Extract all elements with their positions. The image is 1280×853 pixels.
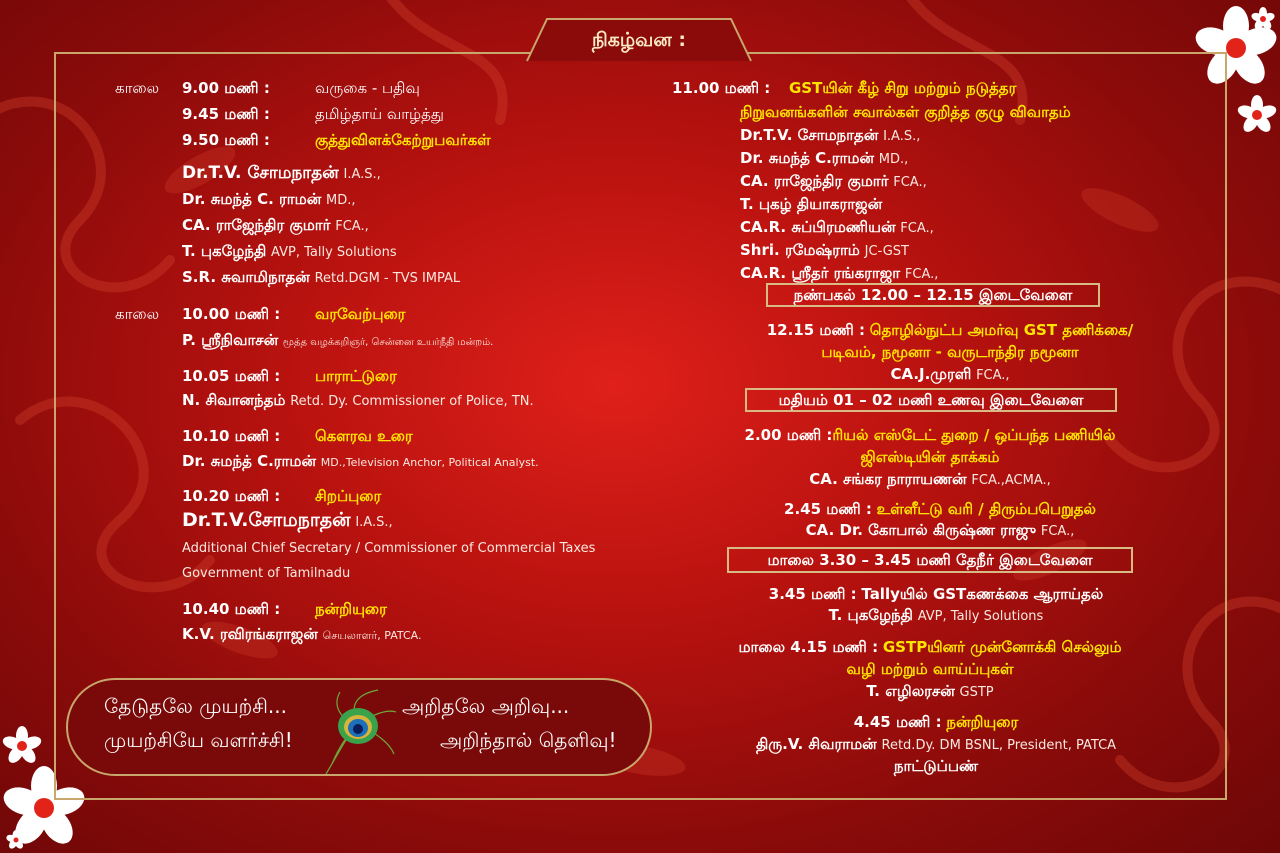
speaker-name: திரு.V. சிவராமன் xyxy=(755,735,877,753)
speaker-name: CA.J.முரளி xyxy=(890,365,972,383)
small-flower-icon xyxy=(4,828,28,852)
speaker-name: T. புகழேந்தி xyxy=(828,606,913,624)
panelist-name: Shri. ரமேஷ்ராம் xyxy=(740,241,860,259)
speaker-name: Dr. சுமந்த் C.ராமன் xyxy=(182,452,317,470)
small-flower-icon xyxy=(1236,94,1278,136)
schedule-event: Tallyயில் GSTகணக்கை ஆராய்தல் xyxy=(861,585,1104,603)
guest-line xyxy=(182,189,356,211)
schedule-event: ரியல் எஸ்டேட் துறை / ஒப்பந்த பணியில் xyxy=(832,426,1116,444)
schedule-event: குத்துவிளக்கேற்றுபவர்கள் xyxy=(315,131,491,149)
program-title: நிகழ்வன : xyxy=(592,29,686,51)
schedule-time: 9.45 மணி : xyxy=(182,105,270,123)
guest-title: MD., xyxy=(326,193,356,208)
schedule-event: தொழில்நுட்ப அமர்வு GST தணிக்கை/ xyxy=(869,321,1134,339)
morning-label: காலை xyxy=(115,79,160,97)
schedule-event: GSTPயினர் முன்னோக்கி செல்லும் xyxy=(882,638,1122,656)
quote-line: அறிந்தால் தெளிவு! xyxy=(440,728,617,752)
schedule-time: 10.05 மணி : xyxy=(182,367,281,385)
schedule-time: 2.45 மணி : xyxy=(784,500,872,518)
speaker-name: Dr.T.V.சோமநாதன் xyxy=(182,509,351,531)
schedule-event: GSTயின் கீழ் சிறு மற்றும் நடுத்தர xyxy=(789,79,1017,97)
schedule-event: உள்ளீட்டு வரி / திரும்பபெறுதல் xyxy=(876,500,1096,518)
session-line xyxy=(676,584,1196,604)
break-box: மதியம் 01 – 02 மணி உணவு இடைவேளை xyxy=(745,388,1117,412)
morning-label: காலை xyxy=(115,305,160,323)
quote-line: அறிதலே அறிவு... xyxy=(402,694,570,718)
speaker-title: FCA.,ACMA., xyxy=(971,473,1051,488)
speaker-name: T. எழிலரசன் xyxy=(866,682,955,700)
schedule-time: 10.10 மணி : xyxy=(182,427,281,445)
schedule-time: 10.00 மணி : xyxy=(182,305,281,323)
guest-line xyxy=(182,267,460,289)
schedule-time: 4.45 மணி : xyxy=(853,713,942,731)
guest-line xyxy=(182,163,381,185)
schedule-event: நிறுவனங்களின் சவால்கள் குறித்த குழு விவாதம் xyxy=(740,103,1071,121)
schedule-time: 10.20 மணி : xyxy=(182,487,281,505)
schedule-event: ஜிஎஸ்டியின் தாக்கம் xyxy=(860,448,1000,466)
panelist-name: Dr. சுமந்த் C.ராமன் xyxy=(740,149,875,167)
session-line xyxy=(676,712,1196,732)
speaker-title: FCA., xyxy=(976,368,1010,383)
panelist-title: JC-GST xyxy=(864,244,909,259)
session-line xyxy=(680,499,1200,519)
speaker-title: AVP, Tally Solutions xyxy=(917,609,1044,624)
panelist-title: FCA., xyxy=(900,221,934,236)
national-anthem: நாட்டுப்பண் xyxy=(893,757,979,775)
small-flower-icon xyxy=(1250,6,1276,32)
schedule-event: வழி மற்றும் வாய்ப்புகள் xyxy=(846,660,1014,678)
break-box: மாலை 3.30 – 3.45 மணி தேநீர் இடைவேளை xyxy=(727,547,1133,573)
schedule-time: 11.00 மணி : xyxy=(672,79,771,97)
peacock-feather-icon xyxy=(318,684,400,776)
session-line xyxy=(670,425,1190,445)
speaker-title: செயலாளர், PATCA. xyxy=(322,629,422,642)
quote-line: முயற்சியே வளர்ச்சி! xyxy=(104,728,293,752)
session-line xyxy=(670,637,1190,657)
speaker-title: மூத்த வழக்கறிஞர், சென்னை உயர்நீதி மன்றம். xyxy=(282,337,494,348)
schedule-event: சிறப்புரை xyxy=(315,487,382,505)
guest-line xyxy=(182,215,369,237)
panelist-name: CA.R. சுப்பிரமணியன் xyxy=(740,218,896,236)
schedule-time: 2.00 மணி : xyxy=(744,426,833,444)
speaker-title: I.A.S., xyxy=(355,515,393,530)
panelist-name: CA. ராஜேந்திர குமார் xyxy=(740,172,889,190)
speaker-name: N. சிவானந்தம் xyxy=(182,391,286,409)
panelist-name: T. புகழ் தியாகராஜன் xyxy=(740,195,883,213)
guest-name: Dr. சுமந்த் C. ராமன் xyxy=(182,190,322,208)
panelist-title: MD., xyxy=(878,152,909,167)
schedule-time: மாலை 4.15 மணி : xyxy=(738,638,879,656)
panelist-title: FCA., xyxy=(904,267,939,282)
speaker-title: Retd. Dy. Commissioner of Police, TN. xyxy=(290,394,534,409)
guest-title: AVP, Tally Solutions xyxy=(271,245,397,260)
speaker-name: CA. சங்கர நாராயணன் xyxy=(809,470,967,488)
panelist-title: FCA., xyxy=(893,175,927,190)
schedule-time: 9.50 மணி : xyxy=(182,131,270,149)
schedule-time: 9.00 மணி : xyxy=(182,79,270,97)
quote-line: தேடுதலே முயற்சி... xyxy=(104,694,287,718)
schedule-event: தமிழ்தாய் வாழ்த்து xyxy=(315,105,444,123)
guest-title: Retd.DGM - TVS IMPAL xyxy=(314,271,461,286)
schedule-time: 3.45 மணி : xyxy=(768,585,857,603)
guest-title: I.A.S., xyxy=(343,167,381,182)
schedule-event: நன்றியுரை xyxy=(946,713,1019,731)
schedule-event: படிவம், நமூனா - வருடாந்திர நமூனா xyxy=(821,343,1079,361)
guest-name: CA. ராஜேந்திர குமார் xyxy=(182,216,331,234)
schedule-time: 12.15 மணி : xyxy=(766,321,866,339)
guest-title: FCA., xyxy=(335,219,369,234)
schedule-event: பாராட்டுரை xyxy=(315,367,397,385)
speaker-designation: Government of Tamilnadu xyxy=(182,566,351,581)
schedule-event: நன்றியுரை xyxy=(315,600,387,618)
session-line xyxy=(690,320,1210,340)
break-box: நண்பகல் 12.00 – 12.15 இடைவேளை xyxy=(766,283,1100,307)
schedule-event: வருகை - பதிவு xyxy=(315,79,420,97)
panelist-title: I.A.S., xyxy=(883,129,921,144)
speaker-title: Retd.Dy. DM BSNL, President, PATCA xyxy=(881,738,1117,753)
speaker-name: P. ஸ்ரீநிவாசன் xyxy=(182,331,279,349)
speaker-title: MD.,Television Anchor, Political Analyst. xyxy=(320,456,539,469)
speaker-title: GSTP xyxy=(959,685,994,700)
panelist-name: Dr.T.V. சோமநாதன் xyxy=(740,126,879,144)
speaker-title: FCA., xyxy=(1040,524,1075,539)
speaker-name: CA. Dr. கோபால் கிருஷ்ண ராஜு xyxy=(805,521,1037,539)
guest-line xyxy=(182,241,397,263)
speaker-designation: Additional Chief Secretary / Commissioner of Commercial Taxes xyxy=(182,541,596,556)
panelist-name: CA.R. ஸ்ரீதர் ரங்கராஜா xyxy=(740,264,901,282)
guest-name: T. புகழேந்தி xyxy=(182,242,267,260)
schedule-time: 10.40 மணி : xyxy=(182,600,281,618)
guest-name: S.R. சுவாமிநாதன் xyxy=(182,268,310,286)
speaker-name: K.V. ரவிரங்கராஜன் xyxy=(182,625,318,643)
schedule-event: கௌரவ உரை xyxy=(315,427,413,445)
schedule-event: வரவேற்புரை xyxy=(315,305,406,323)
guest-name: Dr.T.V. சோமநாதன் xyxy=(182,163,339,183)
